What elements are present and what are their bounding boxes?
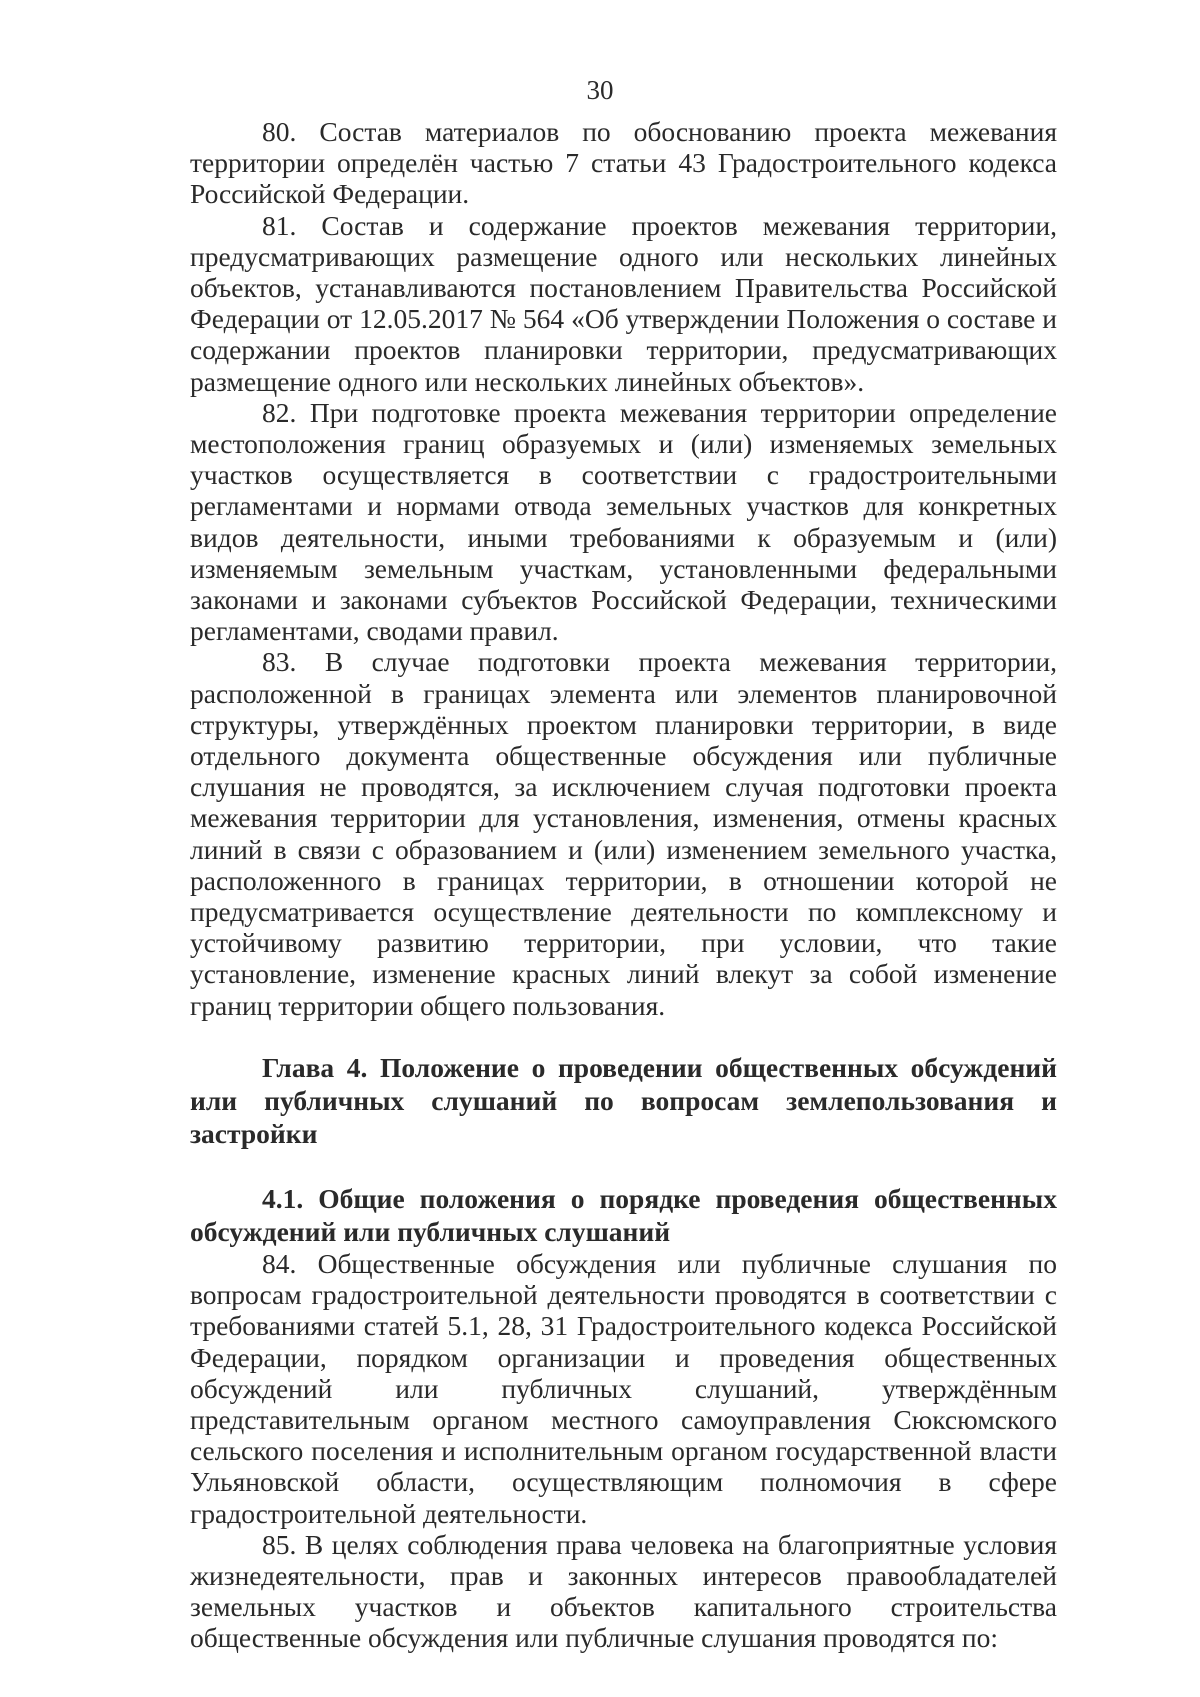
paragraph-85: 85. В целях соблюдения права человека на благоприятные условия жизнедеятельности, прав и законных интересов правообладателей земельных участков и объектов капитального строительства общественные обсуждения или публичные слушания проводятся по: bbox=[190, 1528, 1057, 1654]
chapter-heading: Глава 4. Положение о проведении общественных обсуждений или публичных слушаний по вопросам землепользования и застройки bbox=[190, 1051, 1057, 1149]
page-number: 30 bbox=[586, 75, 614, 105]
paragraph-80: 80. Состав материалов по обоснованию проекта межевания территории определён частью 7 статьи 43 Градостроительного кодекса Российской Федерации. bbox=[190, 116, 1057, 210]
section-heading: 4.1. Общие положения о порядке проведения общественных обсуждений или публичных слушаний bbox=[190, 1182, 1057, 1247]
paragraph-83: 83. В случае подготовки проекта межевания территории, расположенной в границах элемента или элементов планировочной структуры, утверждённых проектом планировки территории, в виде отдельного документа общественные обсуждения или публичные слушания не проводятся, за исключением случая подготовки проекта межевания территории для установления, изменения, отмены красных линий в связи с образованием и (или) изменением земельного участка, расположенного в границах территории, в отношении которой не предусматривается осуществление деятельности по комплексному и устойчивому развитию территории, при условии, что такие установление, изменение красных линий влекут за собой изменение границ территории общего пользования. bbox=[190, 646, 1057, 1021]
paragraph-81: 81. Состав и содержание проектов межевания территории, предусматривающих размещение одного или нескольких линейных объектов, устанавливаются постановлением Правительства Российской Федерации от 12.05.2017 № 564 «Об утверждении Положения о составе и содержании проектов планировки территории, предусматривающих размещение одного или нескольких линейных объектов». bbox=[190, 209, 1057, 397]
paragraph-82: 82. При подготовке проекта межевания территории определение местоположения границ образуемых и (или) изменяемых земельных участков осуществляется в соответствии с градостроительными регламентами и нормами отвода земельных участков для конкретных видов деятельности, иными требованиями к образуемым и (или) изменяемым земельным участкам, установленными федеральными законами и законами субъектов Российской Федерации, техническими регламентами, сводами правил. bbox=[190, 396, 1057, 647]
document-body bbox=[190, 116, 1057, 1654]
paragraph-84: 84. Общественные обсуждения или публичные слушания по вопросам градостроительной деятельности проводятся в соответствии с требованиями статей 5.1, 28, 31 Градостроительного кодекса Российской Федерации, порядком организации и проведения общественных обсуждений или публичных слушаний, утверждённым представительным органом местного самоуправления Сюксюмского сельского поселения и исполнительным органом государственной власти Ульяновской области, осуществляющим полномочия в сфере градостроительной деятельности. bbox=[190, 1247, 1057, 1529]
